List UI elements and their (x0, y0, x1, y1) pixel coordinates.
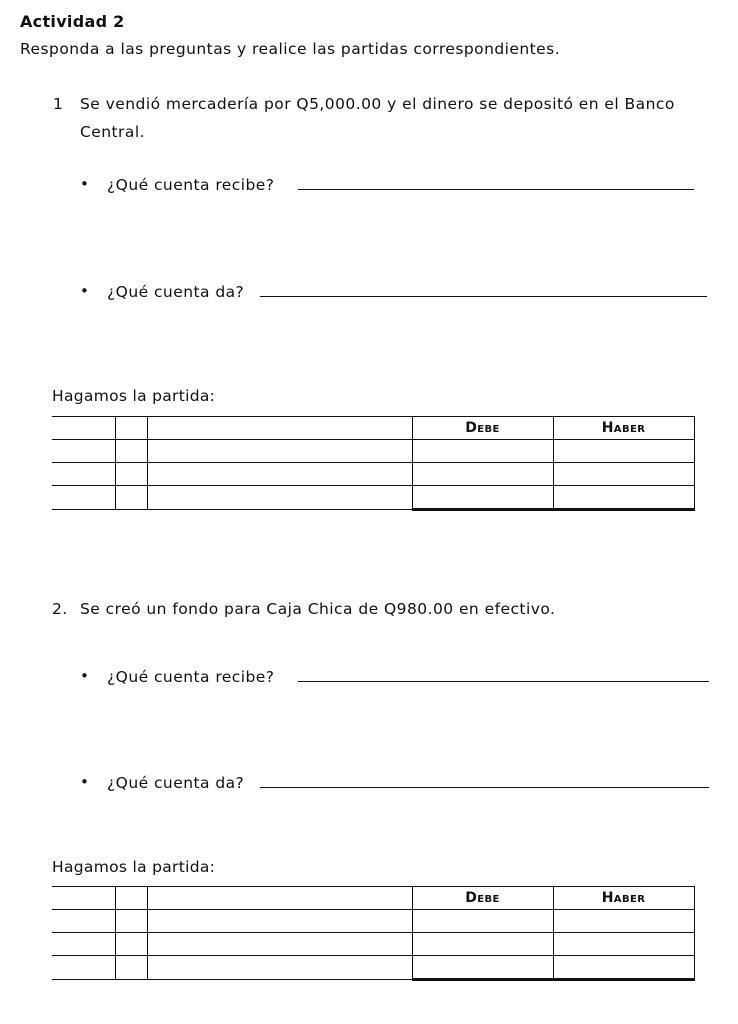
date-cell[interactable] (52, 440, 115, 463)
debit-cell[interactable] (412, 910, 553, 933)
answer-line-gives[interactable] (260, 296, 707, 297)
folio-cell[interactable] (115, 910, 147, 933)
account-cell[interactable] (147, 933, 412, 956)
activity-instructions: Responda a las preguntas y realice las partidas correspondientes. (20, 40, 561, 58)
activity-title: Actividad 2 (20, 12, 125, 31)
debit-cell[interactable] (412, 440, 553, 463)
credit-cell[interactable] (553, 486, 694, 510)
question-number: 1 (53, 95, 64, 113)
credit-header: Haber (553, 887, 694, 910)
bullet-icon: • (80, 282, 89, 300)
question-number: 2. (52, 600, 68, 618)
date-cell[interactable] (52, 486, 115, 510)
credit-cell[interactable] (553, 933, 694, 956)
account-cell[interactable] (147, 956, 412, 980)
credit-cell[interactable] (553, 956, 694, 980)
answer-line-receives[interactable] (298, 681, 709, 682)
account-cell[interactable] (147, 486, 412, 510)
folio-cell[interactable] (115, 486, 147, 510)
credit-cell[interactable] (553, 463, 694, 486)
question-text-line: Se creó un fondo para Caja Chica de Q980.00 en efectivo. (80, 600, 556, 618)
bullet-icon: • (80, 773, 89, 791)
date-cell[interactable] (52, 956, 115, 980)
prompt-receives: ¿Qué cuenta recibe? (107, 176, 275, 194)
question-text (80, 90, 675, 146)
journal-entry-label: Hagamos la partida: (52, 858, 216, 876)
account-cell[interactable] (147, 887, 412, 910)
folio-cell[interactable] (115, 417, 147, 440)
journal-entry-label: Hagamos la partida: (52, 387, 216, 405)
question-text (80, 595, 555, 623)
account-cell[interactable] (147, 440, 412, 463)
debit-cell[interactable] (412, 486, 553, 510)
folio-cell[interactable] (115, 887, 147, 910)
prompt-receives: ¿Qué cuenta recibe? (107, 668, 275, 686)
question-text-line: Central. (80, 123, 145, 141)
date-cell[interactable] (52, 887, 115, 910)
date-cell[interactable] (52, 910, 115, 933)
prompt-gives: ¿Qué cuenta da? (107, 283, 245, 301)
folio-cell[interactable] (115, 440, 147, 463)
journal-entry-table (52, 416, 695, 511)
question-text-line: Se vendió mercadería por Q5,000.00 y el dinero se depositó en el Banco (80, 95, 675, 113)
date-cell[interactable] (52, 933, 115, 956)
debit-header: Debe (412, 417, 553, 440)
bullet-icon: • (80, 175, 89, 193)
credit-header: Haber (553, 417, 694, 440)
debit-header: Debe (412, 887, 553, 910)
debit-cell[interactable] (412, 933, 553, 956)
prompt-gives: ¿Qué cuenta da? (107, 774, 245, 792)
debit-cell[interactable] (412, 956, 553, 980)
debit-cell[interactable] (412, 463, 553, 486)
bullet-icon: • (80, 667, 89, 685)
account-cell[interactable] (147, 417, 412, 440)
answer-line-gives[interactable] (260, 787, 709, 788)
credit-cell[interactable] (553, 440, 694, 463)
date-cell[interactable] (52, 417, 115, 440)
folio-cell[interactable] (115, 933, 147, 956)
folio-cell[interactable] (115, 463, 147, 486)
answer-line-receives[interactable] (298, 189, 694, 190)
credit-cell[interactable] (553, 910, 694, 933)
folio-cell[interactable] (115, 956, 147, 980)
journal-entry-table (52, 886, 695, 981)
account-cell[interactable] (147, 463, 412, 486)
date-cell[interactable] (52, 463, 115, 486)
account-cell[interactable] (147, 910, 412, 933)
